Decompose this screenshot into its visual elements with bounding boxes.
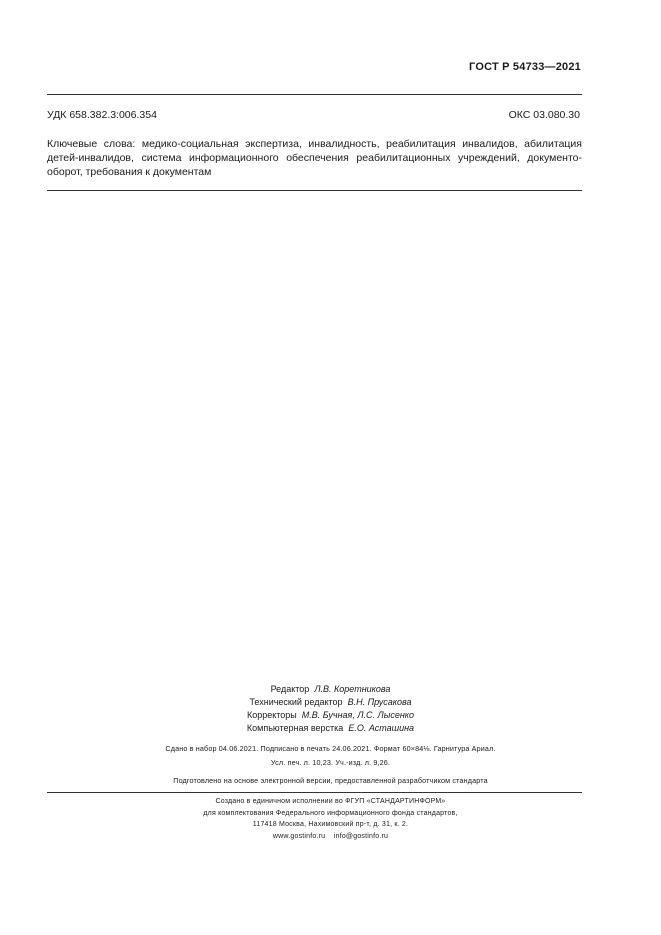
keywords-line: оборот, требования к документам [47,166,212,178]
print-info-line: Сдано в набор 04.06.2021. Подписано в печать 24.06.2021. Формат 60×84⅛. Гарнитура Ариал. [165,744,496,753]
credit-editor [0,683,661,696]
print-info-line: Усл. печ. л. 10,23. Уч.-изд. л. 9,26. [270,758,391,767]
credit-proofreaders [0,709,661,722]
credit-name: Л.В. Коретникова [314,684,391,694]
credits-block [0,683,661,735]
keywords-divider [47,190,582,191]
publisher-line: 117418 Москва, Нахимовский пр-т, д. 31, к. 2. [252,821,409,828]
udk-code: УДК 658.382.3:006.354 [47,109,157,121]
standard-code: ГОСТ Р 54733—2021 [469,61,581,73]
keywords-block [47,137,582,179]
credit-name: В.Н. Прусакова [347,697,412,707]
publisher-line: для комплектования Федерального информационного фонда стандартов, [203,809,458,817]
print-info [0,743,661,768]
credit-role: Компьютерная верстка [246,723,344,733]
credit-layout [0,722,661,735]
publisher-line: Создано в единичном исполнении во ФГУП «СТАНДАРТИНФОРМ» [215,798,446,805]
keywords-line: Ключевые слова: медико-социальная экспертиза, инвалидность, реабилитация инвалидов, абилитация [47,138,582,150]
publisher-divider [47,792,582,793]
oks-code: ОКС 03.080.30 [508,109,580,121]
publisher-contacts: www.gostinfo.ru info@gostinfo.ru [272,832,389,840]
credit-name: М.В. Бучная, Л.С. Лысенко [301,710,415,720]
credit-role: Редактор [270,684,310,694]
top-divider [47,94,582,95]
prepared-note [0,775,661,786]
keywords-line: детей-инвалидов, система информационного обеспечения реабилитационных учреждений, документо- [47,152,582,164]
prepared-note-text: Подготовлено на основе электронной версии, предоставленной разработчиком стандарта [173,776,488,785]
credit-tech-editor [0,696,661,709]
credit-name: Е.О. Асташина [348,723,415,733]
credit-role: Корректоры [246,710,297,720]
credit-role: Технический редактор [249,697,343,707]
publisher-block [0,796,661,842]
